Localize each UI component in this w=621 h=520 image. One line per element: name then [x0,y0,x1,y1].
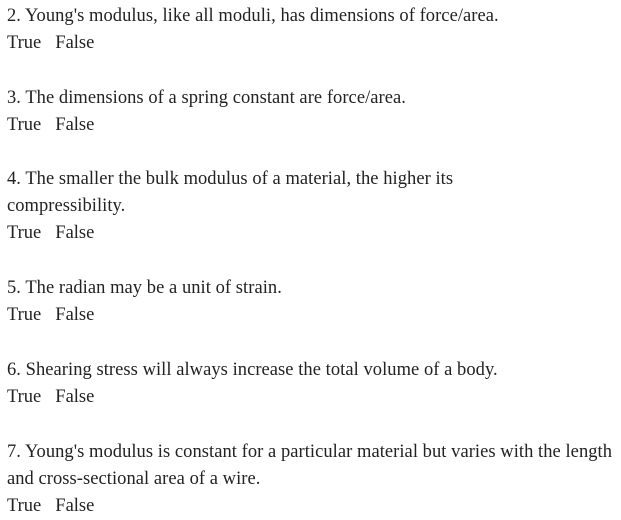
question-3-text: 3. The dimensions of a spring constant are force/area. [7,88,406,108]
question-2-text: 2. Young's modulus, like all moduli, has dimensions of force/area. [7,6,499,26]
question-6-true-option[interactable]: True [7,387,42,407]
question-4-false-option[interactable]: False [55,223,95,243]
question-5-options [7,302,619,329]
question-7-options [7,493,619,520]
question-3-false-option[interactable]: False [55,115,95,135]
question-6-options [7,384,619,411]
question-4-options [7,220,619,247]
question-7-false-option[interactable]: False [55,496,95,516]
question-6-false-option[interactable]: False [55,387,95,407]
question-5-text: 5. The radian may be a unit of strain. [7,278,282,298]
question-7-text: 7. Young's modulus is constant for a particular material but varies with the length and cross-sectional area of a wire. [7,442,613,489]
question-2-true-option[interactable]: True [7,33,42,53]
question-4-true-option[interactable]: True [7,223,42,243]
question-4-text: 4. The smaller the bulk modulus of a material, the higher its compressibility. [7,169,454,216]
question-5-true-option[interactable]: True [7,305,42,325]
question-2-false-option[interactable]: False [55,33,95,53]
question-5 [7,275,619,329]
question-7-true-option[interactable]: True [7,496,42,516]
question-5-false-option[interactable]: False [55,305,95,325]
question-7 [7,439,619,520]
question-3-options [7,112,619,139]
question-4 [7,166,619,247]
question-3 [7,85,619,139]
question-6-text: 6. Shearing stress will always increase the total volume of a body. [7,360,498,380]
question-2-options [7,30,619,57]
question-2 [7,3,619,57]
question-3-true-option[interactable]: True [7,115,42,135]
question-6 [7,357,619,411]
